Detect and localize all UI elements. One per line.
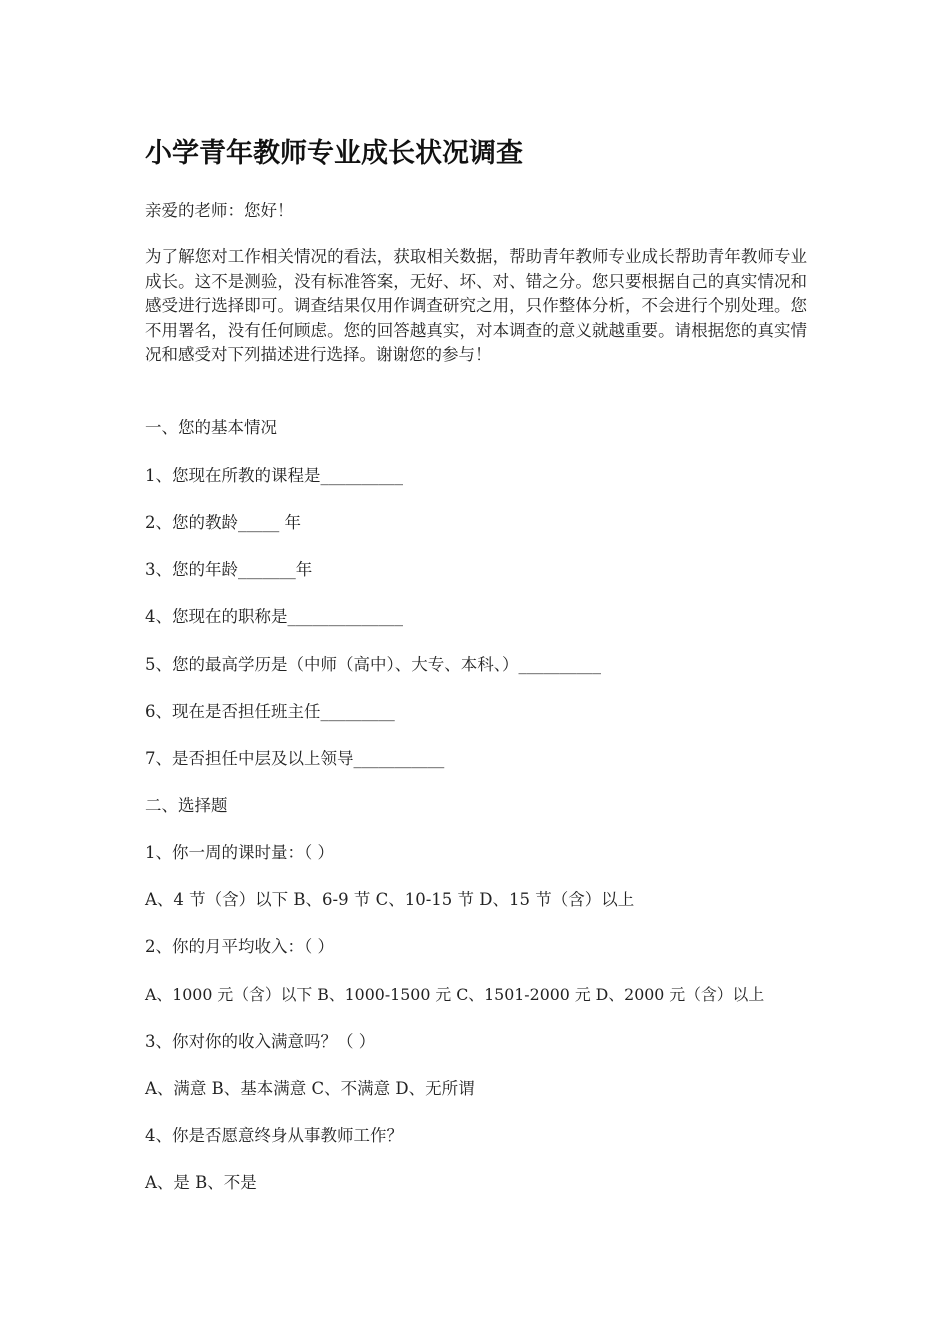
choice-question: 3、你对你的收入满意吗？（ ） — [145, 1032, 376, 1051]
question-item: 1、您现在所教的课程是__________ — [145, 466, 403, 485]
choice-question: 2、你的月平均收入：（ ） — [145, 937, 334, 956]
choice-options: A、1000 元（含）以下 B、1000-1500 元 C、1501-2000 元 D、2000 元（含）以上 — [145, 985, 765, 1004]
question-item: 4、您现在的职称是______________ — [145, 607, 403, 626]
page-title: 小学青年教师专业成长状况调查 — [145, 138, 523, 169]
question-item: 6、现在是否担任班主任_________ — [145, 702, 395, 721]
choice-question: 4、你是否愿意终身从事教师工作？ — [145, 1126, 403, 1145]
greeting: 亲爱的老师：您好！ — [145, 201, 294, 220]
choice-options: A、满意 B、基本满意 C、不满意 D、无所谓 — [145, 1079, 475, 1098]
section-heading-basic: 一、您的基本情况 — [145, 418, 277, 437]
intro-paragraph: 为了解您对工作相关情况的看法，获取相关数据，帮助青年教师专业成长帮助青年教师专业成长。这不是测验，没有标准答案，无好、坏、对、错之分。您只要根据自己的真实情况和感受进行选择即可。调查结果仅用作调查研究之用，只作整体分析，不会进行个别处理。您不用署名，没有任何顾虑。您的回答越真实，对本调查的意义就越重要。请根据您的真实情况和感受对下列描述进行选择。谢谢您的参与！ — [145, 247, 807, 365]
question-item: 7、是否担任中层及以上领导___________ — [145, 749, 445, 768]
question-item: 3、您的年龄_______年 — [145, 560, 313, 579]
choice-options: A、是 B、不是 — [145, 1173, 257, 1192]
section-heading-choice: 二、选择题 — [145, 796, 228, 815]
choice-options: A、4 节（含）以下 B、6-9 节 C、10-15 节 D、15 节（含）以上 — [145, 890, 635, 909]
question-item: 5、您的最高学历是（中师（高中）、大专、本科、）__________ — [145, 655, 601, 674]
question-item: 2、您的教龄_____ 年 — [145, 513, 301, 532]
choice-question: 1、你一周的课时量：（ ） — [145, 843, 334, 862]
